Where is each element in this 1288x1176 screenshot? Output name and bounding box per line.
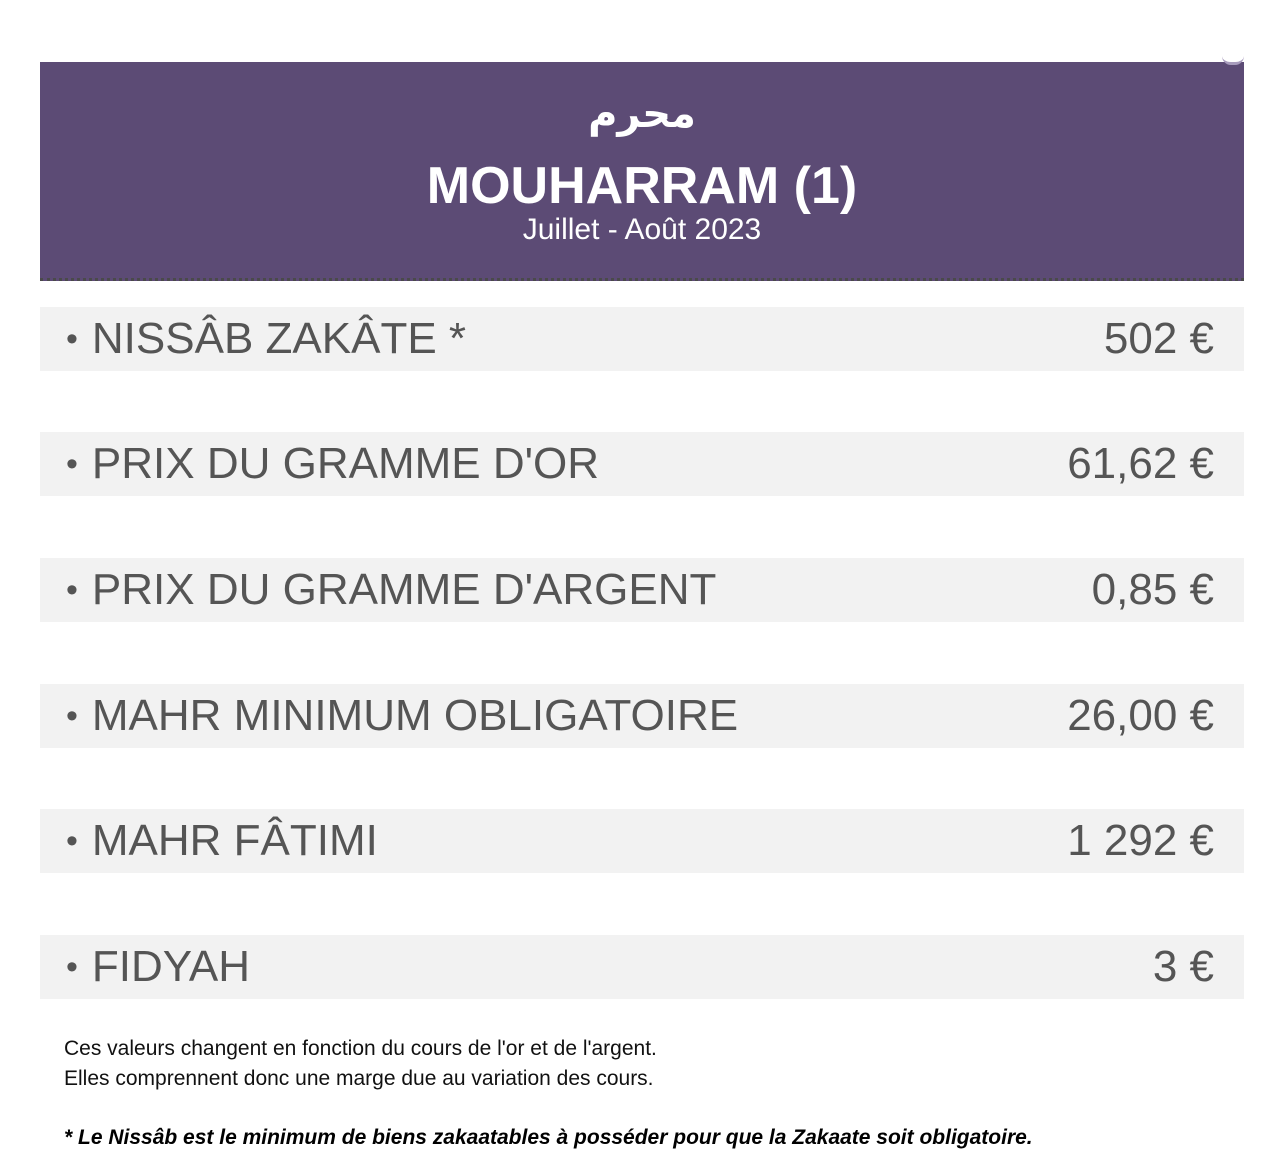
row-value: 0,85 € (1091, 565, 1214, 614)
note-line: Elles comprennent donc une marge due au variation des cours. (64, 1067, 654, 1090)
bullet-icon: • (66, 571, 78, 609)
row-label-text: PRIX DU GRAMME D'ARGENT (91, 565, 717, 614)
row-label (66, 809, 378, 873)
bullet-icon: • (66, 320, 78, 358)
row-label-text: PRIX DU GRAMME D'OR (91, 439, 600, 488)
row-label (66, 432, 599, 496)
bullet-icon: • (66, 948, 78, 986)
row-value: 3 € (1152, 942, 1214, 991)
month-title: MOUHARRAM (1) (426, 157, 858, 215)
bullet-icon: • (66, 822, 78, 860)
bullet-icon: • (66, 697, 78, 735)
month-period: Juillet - Août 2023 (522, 213, 762, 246)
row-value: 1 292 € (1067, 816, 1214, 865)
notes-block (64, 1034, 1244, 1094)
row-value: 61,62 € (1067, 439, 1214, 488)
row-label-text: MAHR MINIMUM OBLIGATOIRE (91, 691, 739, 740)
value-row-gold-price (40, 432, 1244, 496)
row-label-text: NISSÂB ZAKÂTE * (91, 314, 467, 363)
row-label-text: MAHR FÂTIMI (91, 816, 378, 865)
row-label (66, 558, 716, 622)
row-value: 26,00 € (1067, 691, 1214, 740)
value-row-mahr-minimum (40, 684, 1244, 748)
row-value: 502 € (1103, 314, 1214, 363)
value-row-silver-price (40, 558, 1244, 622)
footnote: * Le Nissâb est le minimum de biens zakaatables à posséder pour que la Zakaate soit obligatoire. (64, 1126, 1033, 1149)
row-label-text: FIDYAH (91, 942, 250, 991)
value-row-nissab (40, 307, 1244, 371)
note-line: Ces valeurs changent en fonction du cours de l'or et de l'argent. (64, 1037, 657, 1060)
arabic-month-title: محرم (588, 91, 696, 137)
value-row-fidyah (40, 935, 1244, 999)
month-header (40, 62, 1244, 281)
value-row-mahr-fatimi (40, 809, 1244, 873)
bullet-icon: • (66, 445, 78, 483)
row-label (66, 307, 466, 371)
corner-mark (1222, 56, 1244, 65)
row-label (66, 684, 738, 748)
row-label (66, 935, 250, 999)
